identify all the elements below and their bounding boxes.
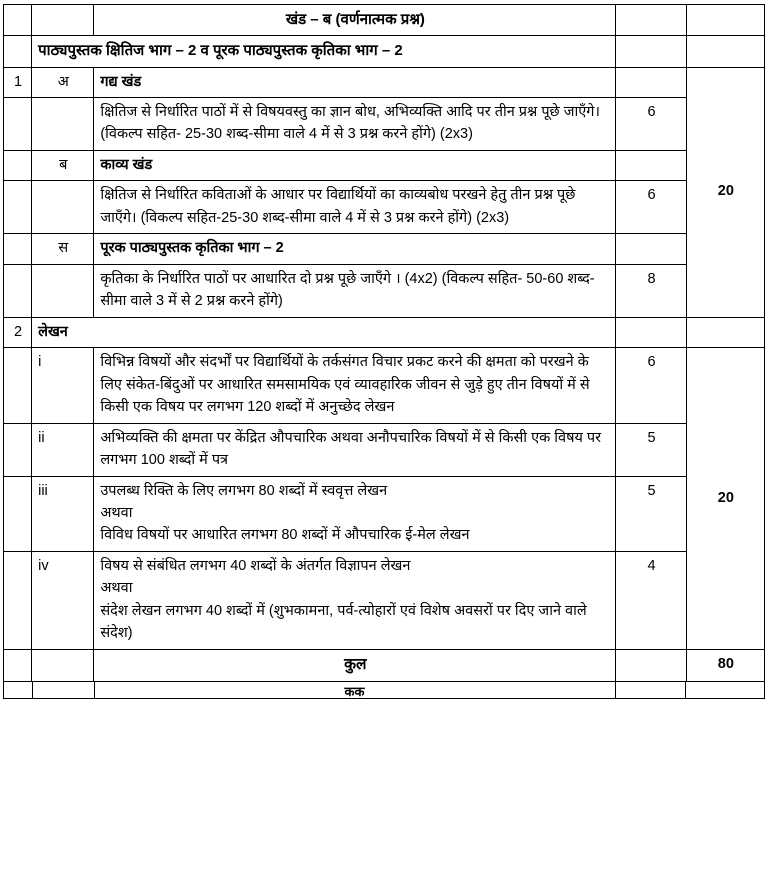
- table-row: [4, 97, 765, 150]
- section-heading: खंड – ब (वर्णनात्मक प्रश्न): [94, 5, 616, 36]
- cell-blank-no: [4, 682, 33, 698]
- row-sub-letter: ii: [32, 423, 94, 476]
- row-sub-letter: स: [32, 234, 94, 264]
- row-number: 1: [4, 67, 32, 97]
- cell-blank-no: [4, 5, 32, 36]
- row-alternative-label: अथवा: [100, 505, 133, 521]
- row-marks: [616, 67, 686, 97]
- row-title: पूरक पाठ्यपुस्तक कृतिका भाग – 2: [94, 234, 616, 264]
- cell-blank-no: [4, 181, 32, 234]
- row-marks: 8: [616, 264, 686, 317]
- cell-blank-total: [686, 317, 764, 347]
- row-title: लेखन: [32, 317, 616, 347]
- row-description: विभिन्न विषयों और संदर्भों पर विद्यार्थियों के तर्कसंगत विचार प्रकट करने की क्षमता को परखने के लिए संकेत-बिंदुओं पर आधारित समसामयिक एवं व्यावहारिक जीवन से जुड़े हुए तीन विषयों में से किसी एक विषय पर लगभग 120 शब्दों में अनुच्छेद लेखन: [94, 348, 616, 423]
- row-sub-letter: i: [32, 348, 94, 423]
- cell-blank-sub: [32, 649, 94, 681]
- cell-blank-no: [4, 264, 32, 317]
- cell-blank-total: [686, 5, 764, 36]
- row-sub-letter: iii: [32, 476, 94, 551]
- row-marks: 4: [616, 551, 686, 649]
- cell-blank-no: [4, 36, 32, 67]
- table-row: [4, 181, 765, 234]
- footer-label: कुल: [94, 649, 616, 681]
- row-number: 2: [4, 317, 32, 347]
- row-alternative-label: अथवा: [100, 580, 133, 597]
- table-row: [4, 423, 765, 476]
- row-description-group: [94, 551, 616, 649]
- table-row: [4, 264, 765, 317]
- row-marks: [616, 150, 686, 180]
- row-marks: 6: [616, 181, 686, 234]
- cell-blank-no: [4, 234, 32, 264]
- row-sub-letter: अ: [32, 67, 94, 97]
- row-total: 20: [686, 348, 764, 650]
- table-row: [4, 317, 765, 347]
- row-description: क्षितिज से निर्धारित पाठों में से विषयवस्तु का ज्ञान बोध, अभिव्यक्ति आदि पर तीन प्रश्न पूछे जाएँगे।(विकल्प सहित- 25-30 शब्द-सीमा वाले 4 में से 3 प्रश्न करने होंगे) (2x3): [94, 97, 616, 150]
- cell-blank-no: [4, 423, 32, 476]
- row-marks: 6: [616, 97, 686, 150]
- row-marks: 6: [616, 348, 686, 423]
- table-row: [4, 551, 765, 649]
- cell-blank-marks: [616, 36, 686, 67]
- cell-blank-no: [4, 649, 32, 681]
- cell-blank-total: [686, 682, 764, 698]
- cell-blank-sub: [32, 97, 94, 150]
- cell-blank-no: [4, 97, 32, 150]
- partial-text: कक: [94, 682, 616, 698]
- table-row: [4, 67, 765, 97]
- row-description: अभिव्यक्ति की क्षमता पर केंद्रित औपचारिक अथवा अनौपचारिक विषयों में से किसी एक विषय पर लगभग 100 शब्दों में पत्र: [94, 423, 616, 476]
- row-description: क्षितिज से निर्धारित कविताओं के आधार पर विद्यार्थियों का काव्यबोध परखने हेतु तीन प्रश्न पूछे जाएँगे। (विकल्प सहित-25-30 शब्द-सीमा वाले 4 में से 3 प्रश्न करने होंगे) (2x3): [94, 181, 616, 234]
- table-row: [4, 234, 765, 264]
- row-title: काव्य खंड: [94, 150, 616, 180]
- row-marks: [616, 317, 686, 347]
- syllabus-table: [3, 4, 765, 682]
- row-title: गद्य खंड: [94, 67, 616, 97]
- row-description: कृतिका के निर्धारित पाठों पर आधारित दो प्रश्न पूछे जाएँगे । (4x2) (विकल्प सहित- 50-60 शब्द-सीमा वाले 3 में से 2 प्रश्न करने होंगे): [94, 264, 616, 317]
- cell-blank-total: [686, 36, 764, 67]
- row-sub-letter: ब: [32, 150, 94, 180]
- cell-blank-sub: [32, 181, 94, 234]
- row-total: 20: [686, 67, 764, 317]
- row-description-alt: विविध विषयों पर आधारित लगभग 80 शब्दों में औपचारिक ई-मेल लेखन: [100, 527, 470, 544]
- table-row: [4, 348, 765, 423]
- row-marks: 5: [616, 476, 686, 551]
- row-description: उपलब्ध रिक्ति के लिए लगभग 80 शब्दों में स्ववृत्त लेखन: [100, 482, 388, 499]
- table-row-partial: [3, 682, 765, 699]
- table-row-book-heading: [4, 36, 765, 67]
- cell-blank-no: [4, 348, 32, 423]
- footer-marks: [616, 649, 686, 681]
- row-description-group: [94, 476, 616, 551]
- table-row: [4, 476, 765, 551]
- cell-blank-no: [4, 476, 32, 551]
- row-description: विषय से संबंधित लगभग 40 शब्दों के अंतर्गत विज्ञापन लेखन: [100, 557, 411, 574]
- footer-total: 80: [686, 649, 764, 681]
- row-description-alt: संदेश लेखन लगभग 40 शब्दों में (शुभकामना, पर्व-त्योहारों एवं विशेष अवसरों पर दिए जाने वाले संदेश): [100, 602, 587, 642]
- cell-blank-sub: [32, 5, 94, 36]
- table-row-section-heading: [4, 5, 765, 36]
- table-row: [4, 150, 765, 180]
- cell-blank-marks: [615, 682, 686, 698]
- cell-blank-marks: [616, 5, 686, 36]
- cell-blank-sub: [32, 682, 95, 698]
- table-row-footer: [4, 649, 765, 681]
- cell-blank-no: [4, 551, 32, 649]
- cell-blank-sub: [32, 264, 94, 317]
- book-heading: पाठ्यपुस्तक क्षितिज भाग – 2 व पूरक पाठ्यपुस्तक कृतिका भाग – 2: [32, 36, 616, 67]
- row-marks: 5: [616, 423, 686, 476]
- row-marks: [616, 234, 686, 264]
- row-sub-letter: iv: [32, 551, 94, 649]
- cell-blank-no: [4, 150, 32, 180]
